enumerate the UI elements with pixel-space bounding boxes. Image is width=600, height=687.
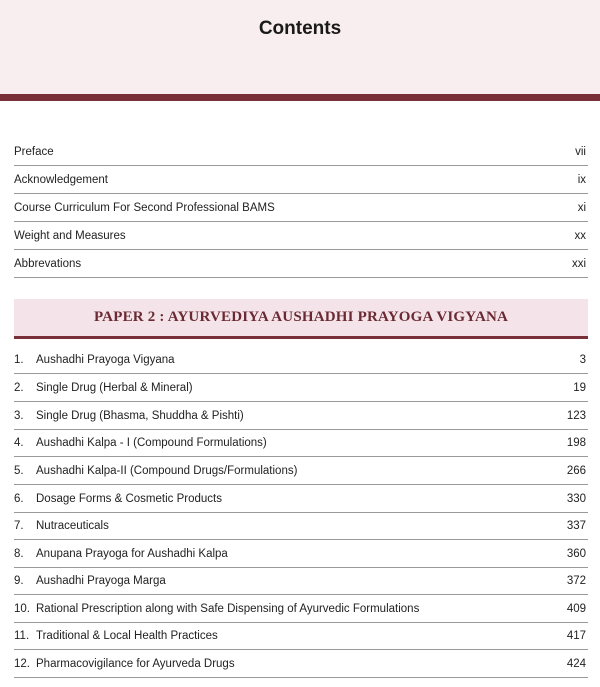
chapter-label: Single Drug (Bhasma, Shuddha & Pishti)	[36, 409, 244, 422]
chapter-label: Aushadhi Prayoga Marga	[36, 574, 166, 587]
chapter-entry[interactable]	[14, 346, 588, 374]
toc-page: xx	[574, 229, 586, 242]
chapter-number: 7.	[14, 519, 24, 532]
chapter-label: Dosage Forms & Cosmetic Products	[36, 492, 222, 505]
chapter-number: 4.	[14, 436, 24, 449]
chapter-entry[interactable]	[14, 374, 588, 402]
toc-entry-abbrevations[interactable]	[14, 250, 588, 278]
toc-entry-acknowledgement[interactable]	[14, 166, 588, 194]
chapter-page: 409	[566, 602, 586, 615]
chapter-page: 3	[579, 353, 586, 366]
chapter-label: Aushadhi Prayoga Vigyana	[36, 353, 175, 366]
toc-page: xxi	[571, 257, 586, 270]
chapter-page: 337	[566, 519, 586, 532]
chapter-label: Traditional & Local Health Practices	[36, 629, 218, 642]
chapter-label: Rational Prescription along with Safe Dispensing of Ayurvedic Formulations	[36, 602, 420, 615]
chapter-page: 330	[566, 492, 586, 505]
toc-entry-course-curriculum[interactable]	[14, 194, 588, 222]
toc-label: Acknowledgement	[14, 173, 108, 186]
chapter-entry[interactable]	[14, 402, 588, 430]
chapter-page: 123	[566, 409, 586, 422]
chapter-entry[interactable]	[14, 457, 588, 485]
chapter-entry[interactable]	[14, 429, 588, 457]
chapter-number: 9.	[14, 574, 24, 587]
paper-title: PAPER 2 : AYURVEDIYA AUSHADHI PRAYOGA VIGYANA	[93, 309, 509, 325]
chapter-entry[interactable]	[14, 622, 588, 650]
chapter-page: 372	[566, 574, 586, 587]
chapter-label: Pharmacovigilance for Ayurveda Drugs	[36, 657, 235, 670]
chapter-entry[interactable]	[14, 567, 588, 595]
header-rule	[0, 94, 600, 101]
chapter-label: Aushadhi Kalpa-II (Compound Drugs/Formulations)	[36, 464, 298, 477]
chapter-number: 1.	[14, 353, 24, 366]
chapter-label: Nutraceuticals	[36, 519, 109, 532]
chapter-entry[interactable]	[14, 540, 588, 568]
chapter-page: 266	[566, 464, 586, 477]
toc-label: Abbrevations	[14, 257, 82, 270]
page-title: Contents	[258, 18, 342, 39]
chapter-label: Aushadhi Kalpa - I (Compound Formulations)	[36, 436, 267, 449]
chapter-number: 6.	[14, 492, 24, 505]
chapter-page: 198	[566, 436, 586, 449]
chapter-number: 10.	[14, 602, 30, 615]
contents-header	[0, 0, 600, 94]
chapter-entry[interactable]	[14, 650, 588, 678]
chapter-page: 19	[573, 381, 586, 394]
chapter-number: 5.	[14, 464, 24, 477]
chapter-number: 3.	[14, 409, 24, 422]
chapter-number: 2.	[14, 381, 24, 394]
chapter-label: Single Drug (Herbal & Mineral)	[36, 381, 193, 394]
toc-page: vii	[575, 145, 586, 158]
toc-label: Weight and Measures	[14, 229, 126, 242]
chapter-page: 417	[566, 629, 586, 642]
chapter-label: Anupana Prayoga for Aushadhi Kalpa	[36, 547, 228, 560]
chapter-entry[interactable]	[14, 512, 588, 540]
toc-page: ix	[577, 173, 586, 186]
chapter-number: 12.	[14, 657, 30, 670]
chapter-page: 424	[566, 657, 586, 670]
toc-page: xi	[577, 201, 586, 214]
chapter-entry[interactable]	[14, 595, 588, 623]
chapter-entry[interactable]	[14, 485, 588, 513]
toc-label: Course Curriculum For Second Professional BAMS	[14, 201, 275, 214]
toc-entry-preface[interactable]	[14, 138, 588, 166]
chapter-number: 8.	[14, 547, 24, 560]
paper-section-header	[14, 299, 588, 339]
chapter-number: 11.	[14, 629, 30, 642]
toc-entry-weight-measures[interactable]	[14, 222, 588, 250]
toc-label: Preface	[14, 145, 54, 158]
chapter-page: 360	[566, 547, 586, 560]
